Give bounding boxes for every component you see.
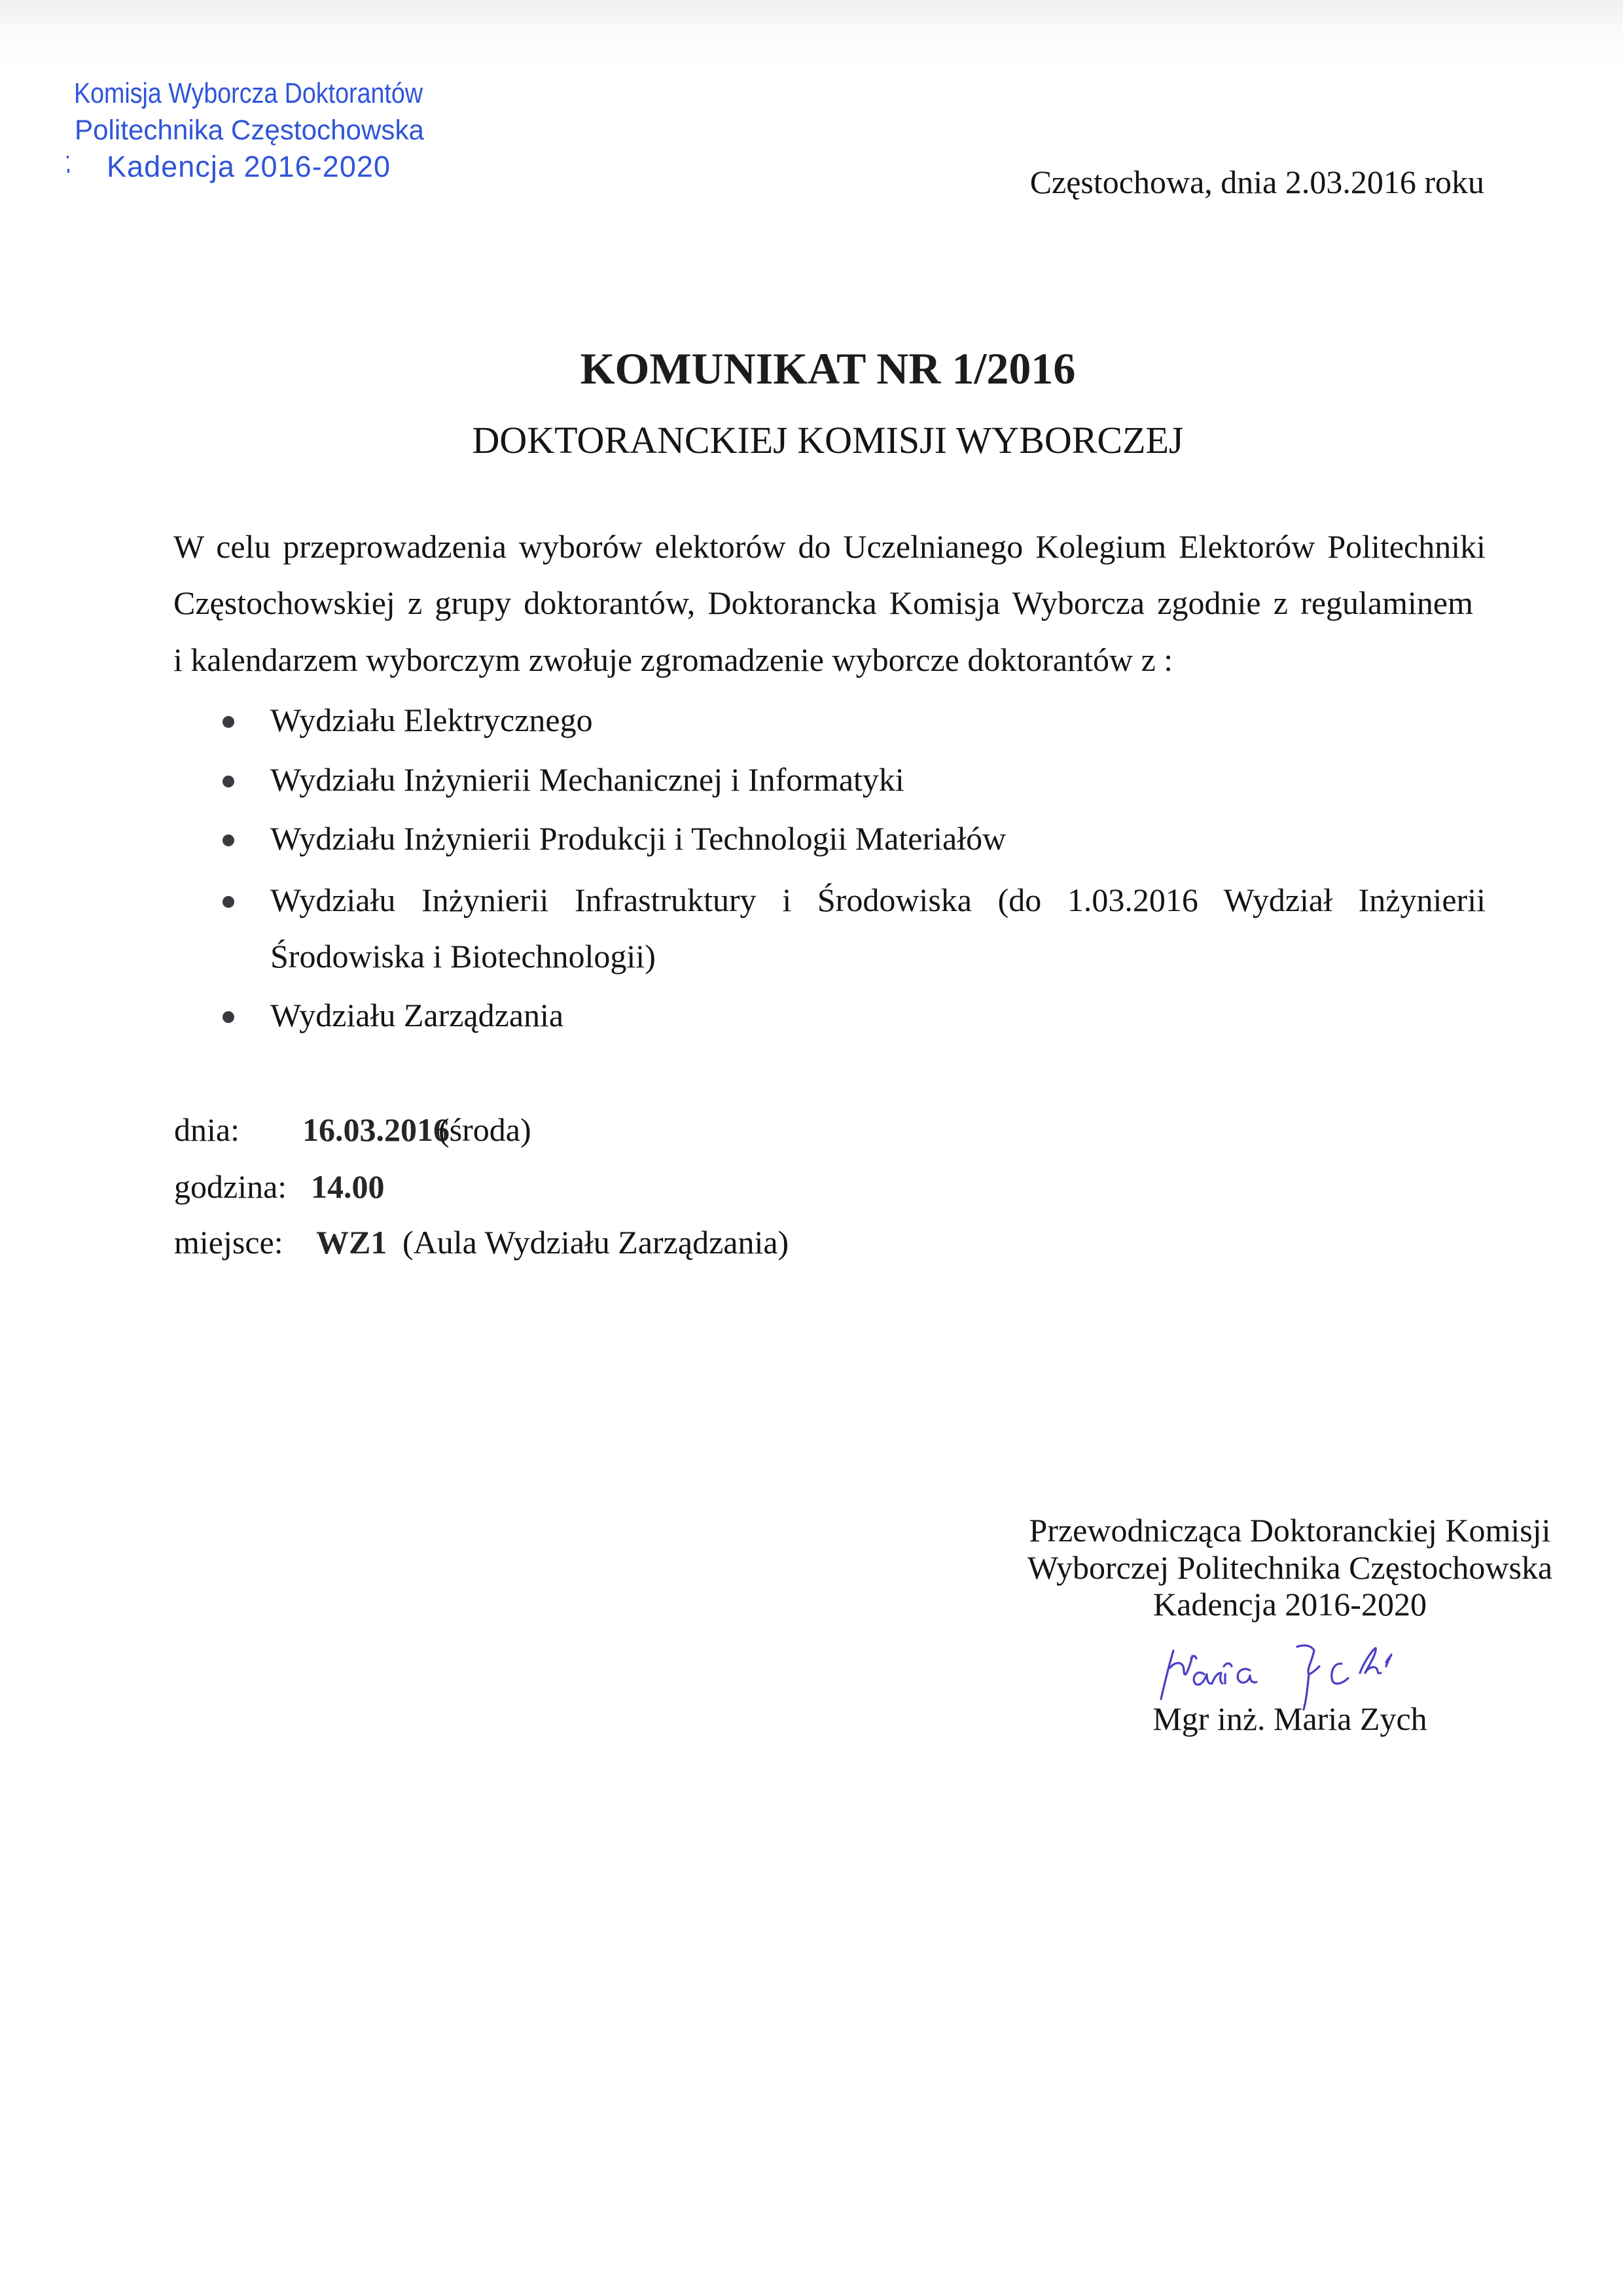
intro-line-3: i kalendarzem wyborczym zwołuje zgromadzenie wyborcze doktorantów z :	[173, 641, 1173, 678]
stamp-line-2: Politechnika Częstochowska	[75, 115, 425, 146]
stamp-speck	[67, 169, 69, 173]
faculty-name: Wydziału Inżynierii Infrastruktury i Środowiska (do 1.03.2016 Wydział Inżynierii	[270, 882, 1486, 918]
time-value: 14.00	[311, 1168, 385, 1205]
signatory-term: Kadencja 2016-2020	[1153, 1586, 1427, 1623]
date-weekday: (środa)	[438, 1111, 531, 1148]
place-date: Częstochowa, dnia 2.03.2016 roku	[1029, 164, 1484, 200]
place-label: miejsce:	[174, 1224, 283, 1261]
intro-line-1: W celu przeprowadzenia wyborów elektorów do Uczelnianego Kolegium Elektorów Politechniki	[173, 528, 1486, 565]
time-label: godzina:	[174, 1168, 287, 1205]
faculty-name-continued: Środowiska i Biotechnologii)	[270, 938, 656, 975]
bullet-icon	[223, 1011, 234, 1023]
signatory-role-line-1: Przewodnicząca Doktoranckiej Komisji	[1029, 1512, 1551, 1549]
date-label: dnia:	[174, 1111, 240, 1148]
date-value: 16.03.2016	[302, 1111, 450, 1148]
bullet-icon	[223, 716, 234, 728]
document-title: KOMUNIKAT NR 1/2016	[580, 344, 1076, 393]
faculty-name: Wydziału Inżynierii Produkcji i Technologii Materiałów	[270, 820, 1007, 857]
signatory-name: Mgr inż. Maria Zych	[1152, 1700, 1427, 1737]
faculty-name: Wydziału Elektrycznego	[270, 702, 593, 738]
document-subtitle: DOKTORANCKIEJ KOMISJI WYBORCZEJ	[472, 419, 1184, 461]
signatory-role-line-2: Wyborczej Politechnika Częstochowska	[1027, 1549, 1553, 1586]
faculty-name: Wydziału Inżynierii Mechanicznej i Informatyki	[270, 761, 904, 798]
stamp-line-3: Kadencja 2016-2020	[107, 150, 390, 183]
faculty-name: Wydziału Zarządzania	[270, 997, 564, 1033]
bullet-icon	[223, 896, 234, 908]
stamp-speck	[67, 156, 69, 158]
handwritten-signature-icon	[1152, 1636, 1414, 1715]
stamp-line-1: Komisja Wyborcza Doktorantów	[74, 77, 423, 109]
bullet-icon	[223, 834, 234, 846]
bullet-icon	[223, 776, 234, 787]
committee-stamp	[0, 0, 458, 196]
intro-line-2: Częstochowskiej z grupy doktorantów, Doktorancka Komisja Wyborcza zgodnie z regulaminem	[173, 584, 1473, 621]
place-value: WZ1	[316, 1224, 387, 1261]
place-description: (Aula Wydziału Zarządzania)	[402, 1224, 789, 1261]
